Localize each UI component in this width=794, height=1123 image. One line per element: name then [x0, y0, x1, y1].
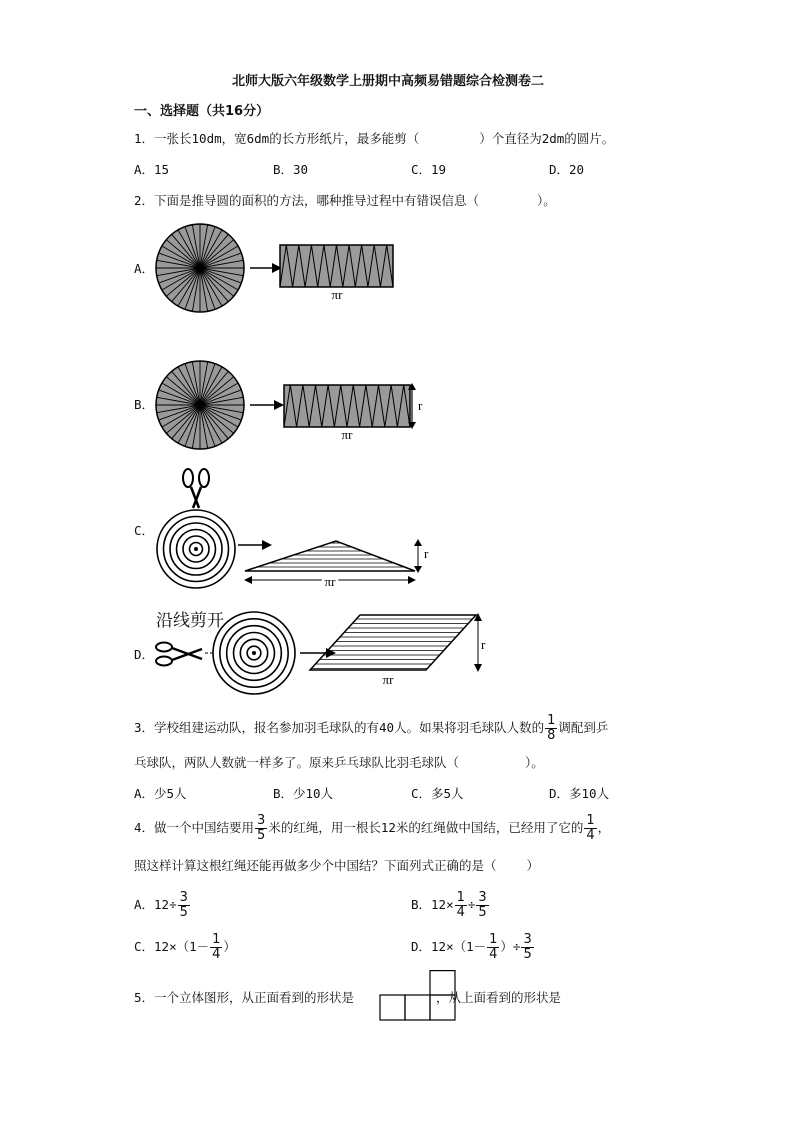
svg-text:r: r: [481, 637, 486, 652]
q2-option-c-label[interactable]: C．: [134, 523, 155, 538]
q2-option-a-label[interactable]: A．: [134, 261, 155, 276]
q2-option-b-figure: [150, 360, 430, 450]
q4-option-d[interactable]: D．12×（1－ $\frac{1}{4}$ ）÷ $\frac{3}{5}$: [411, 932, 532, 962]
q2-option-d-label[interactable]: D．: [134, 647, 155, 662]
q3-option-c[interactable]: C．多5人: [411, 786, 464, 801]
q4-option-b[interactable]: B．12× $\frac{1}{4}$ ÷ $\frac{3}{5}$: [411, 890, 487, 920]
question-4-line2: 照这样计算这根红绳还能再做多少个中国结？下面列式正确的是（ ）: [134, 858, 540, 873]
question-4: 4．做一个中国结要用 $\frac{3}{5}$ 米的红绳，用一根长12米的红绳做中国结，已经用了它的 $\frac{1}{4}$ ，: [134, 813, 611, 843]
q2-option-a-figure: [150, 220, 410, 320]
question-3: 3．学校组建运动队，报名参加羽毛球队的有40人。如果将羽毛球队人数的 $\frac{1}{8}$ 调配到乒: [134, 713, 609, 743]
q2-option-d-figure: [150, 605, 500, 695]
sector-circle-b: [156, 361, 244, 449]
q1-option-c[interactable]: C．19: [411, 162, 447, 177]
q1-option-b[interactable]: B．30: [273, 162, 309, 177]
q3-option-a[interactable]: A．少5人: [134, 786, 187, 801]
q1-text: 一张长10dm，宽6dm的长方形纸片，最多能剪（: [154, 131, 420, 146]
cut-caption: 沿线剪开: [156, 611, 224, 631]
page-title: 北师大版六年级数学上册期中高频易错题综合检测卷二: [232, 74, 545, 89]
ring-circle-c: [157, 510, 235, 588]
question-1: [134, 131, 614, 147]
q4-option-a[interactable]: A．12÷ $\frac{3}{5}$: [134, 890, 188, 920]
question-5: 5．一个立体图形，从正面看到的形状是 ，从上面看到的形状是: [134, 990, 562, 1005]
ring-circle-d: [213, 612, 295, 694]
front-view-figure: [379, 970, 459, 1022]
q2-option-c-figure: [150, 460, 440, 590]
section-heading: 一、选择题（共16分）: [134, 104, 270, 119]
sector-circle-a: [156, 224, 244, 312]
scissors-icon: [156, 643, 202, 666]
q2-option-b-label[interactable]: B．: [134, 397, 155, 412]
pi-r-label: πr: [341, 427, 353, 442]
pi-r-label: πr: [331, 287, 343, 302]
svg-text:πr: πr: [324, 574, 336, 589]
q1-option-d[interactable]: D．20: [549, 162, 585, 177]
q1-option-a[interactable]: A．15: [134, 162, 170, 177]
q1-number: 1．: [134, 131, 155, 146]
q4-option-c[interactable]: C．12×（1－ $\frac{1}{4}$ ）: [134, 932, 236, 962]
question-2: 2．下面是推导圆的面积的方法，哪种推导过程中有错误信息（ ）。: [134, 193, 556, 208]
fraction: $\frac{1}{8}$: [547, 713, 556, 743]
q1-text-end: ）个直径为2dm的圆片。: [479, 131, 615, 146]
svg-text:πr: πr: [382, 672, 394, 687]
q3-option-b[interactable]: B．少10人: [273, 786, 334, 801]
question-3-line2: 乓球队，两队人数就一样多了。原来乒乓球队比羽毛球队（ ）。: [134, 755, 544, 770]
q3-option-d[interactable]: D．多10人: [549, 786, 610, 801]
r-label: r: [418, 398, 423, 413]
scissors-icon: [183, 469, 209, 508]
svg-text:r: r: [424, 546, 429, 561]
